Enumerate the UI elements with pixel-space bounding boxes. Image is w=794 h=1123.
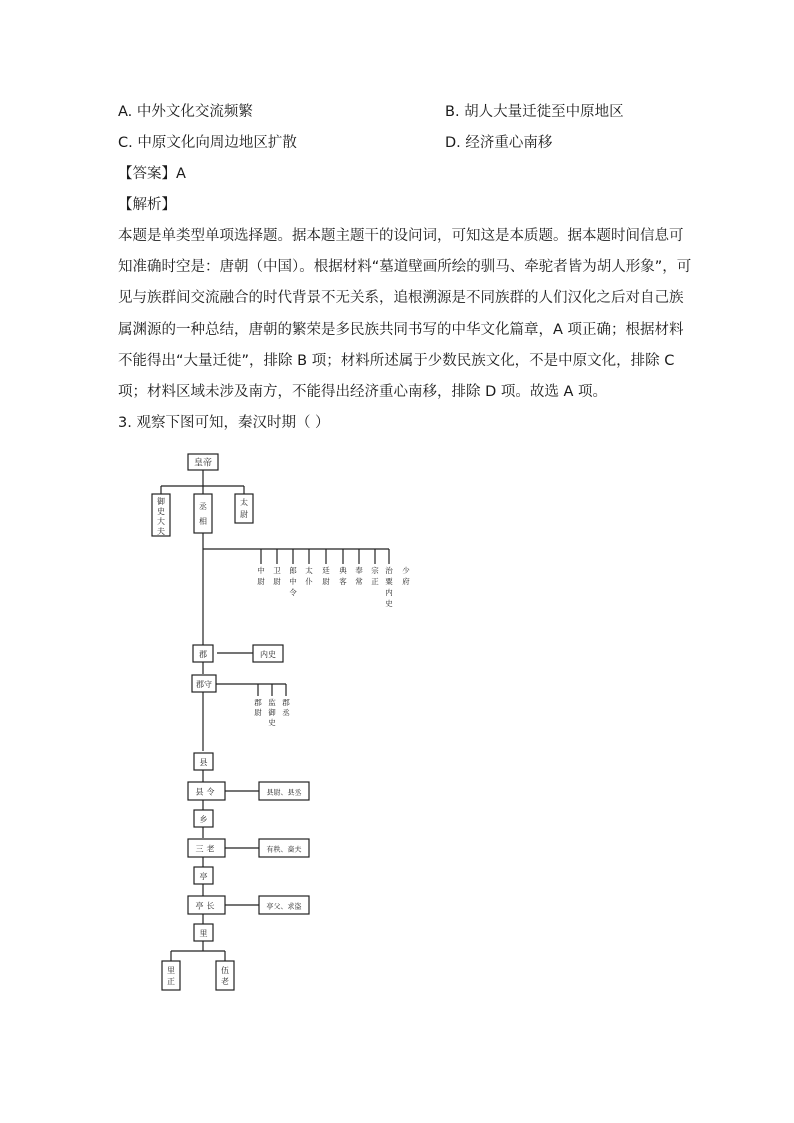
node-xiang: [194, 810, 213, 827]
node-lizheng-label: 里正: [167, 966, 175, 986]
node-neishi-label: 内史: [260, 650, 276, 659]
node-xiang-label: 乡: [199, 815, 208, 824]
minister-label: 中尉: [257, 566, 265, 586]
node-emperor: [188, 454, 218, 470]
analysis-line: 不能得出“大量迁徙”，排除 B 项；材料所述属于少数民族文化，不是中原文化，排除 C: [118, 352, 675, 369]
node-junshou: [192, 675, 216, 692]
node-ting-officials: [259, 896, 309, 914]
jun-officials: [254, 697, 290, 727]
node-wulao: [216, 961, 234, 990]
node-xian: [194, 753, 213, 770]
node-xian-officials-label: 县尉、县丞: [266, 788, 302, 797]
question-3: 3. 观察下图可知，秦汉时期（ ）: [118, 415, 330, 431]
node-xian-label: 县: [199, 758, 208, 767]
node-jun-label: 郡: [199, 650, 207, 659]
node-tingzhang: [188, 896, 225, 914]
node-xiang-officials-label: 有秩、啬夫: [266, 845, 302, 854]
node-xian-officials: [259, 782, 309, 800]
node-taiwei: [235, 494, 253, 523]
node-li-label: 里: [199, 929, 208, 938]
jun-official-label: 郡丞: [282, 698, 290, 717]
node-li: [194, 924, 213, 941]
node-ting: [194, 867, 213, 884]
analysis-label: 【解析】: [118, 197, 176, 213]
qin-han-official-system-diagram: [140, 446, 440, 996]
minister-label: 廷尉: [322, 566, 330, 586]
node-yushi-dafu: [152, 494, 170, 536]
analysis-line: 知准确时空是：唐朝（中国）。根据材料“墓道壁画所绘的驯马、牵驼者皆为胡人形象”，可: [118, 259, 692, 276]
node-junshou-label: 郡守: [196, 680, 212, 689]
node-xiang-officials: [259, 839, 309, 857]
minister-label: 少府: [402, 566, 410, 586]
node-tingzhang-label: 亭长: [195, 901, 218, 911]
analysis-line: 属渊源的一种总结，唐朝的繁荣是多民族共同书写的中华文化篇章，A 项正确；根据材料: [118, 321, 684, 338]
minister-label: 典客: [339, 566, 347, 586]
minister-label: 太仆: [305, 566, 313, 586]
node-emperor-label: 皇帝: [193, 458, 213, 469]
node-jun: [193, 645, 213, 662]
minister-label: 治粟内史: [385, 566, 393, 608]
analysis-line: 见与族群间交流融合的时代背景不无关系，追根溯源是不同族群的人们汉化之后对自己族: [118, 290, 684, 307]
answer-label: 【答案】A: [118, 166, 186, 182]
nine-ministers: [257, 565, 410, 608]
node-yushi-dafu-label: 御史大夫: [157, 497, 165, 536]
jun-official-label: 监御史: [268, 698, 276, 727]
node-xianling-label: 县令: [195, 787, 218, 797]
node-sanlao-label: 三老: [195, 844, 218, 854]
node-ting-label: 亭: [199, 872, 208, 881]
minister-label: 宗正: [371, 566, 379, 586]
node-taiwei-label: 太尉: [240, 498, 248, 519]
option-c: C. 中原文化向周边地区扩散: [118, 135, 297, 151]
minister-label: 奉常: [355, 566, 363, 586]
jun-official-label: 郡尉: [254, 698, 262, 717]
analysis-line: 本题是单类型单项选择题。据本题主题干的设问词，可知这是本质题。据本题时间信息可: [118, 228, 684, 244]
node-lizheng: [162, 961, 180, 990]
node-ting-officials-label: 亭父、求盗: [266, 902, 302, 911]
option-d: D. 经济重心南移: [445, 135, 553, 151]
analysis-paragraph: [118, 221, 692, 408]
node-chengxiang-label: 丞相: [199, 502, 207, 526]
node-neishi: [253, 645, 283, 662]
analysis-line: 项；材料区域未涉及南方，不能得出经济重心南移，排除 D 项。故选 A 项。: [118, 384, 608, 401]
option-b: B. 胡人大量迁徙至中原地区: [445, 104, 624, 120]
node-wulao-label: 伍老: [221, 966, 229, 986]
minister-label: 卫尉: [273, 566, 281, 586]
node-sanlao: [188, 839, 225, 857]
option-a: A. 中外文化交流频繁: [118, 104, 253, 120]
node-xianling: [188, 782, 225, 800]
node-chengxiang: [194, 494, 212, 533]
minister-label: 郎中令: [289, 566, 297, 597]
